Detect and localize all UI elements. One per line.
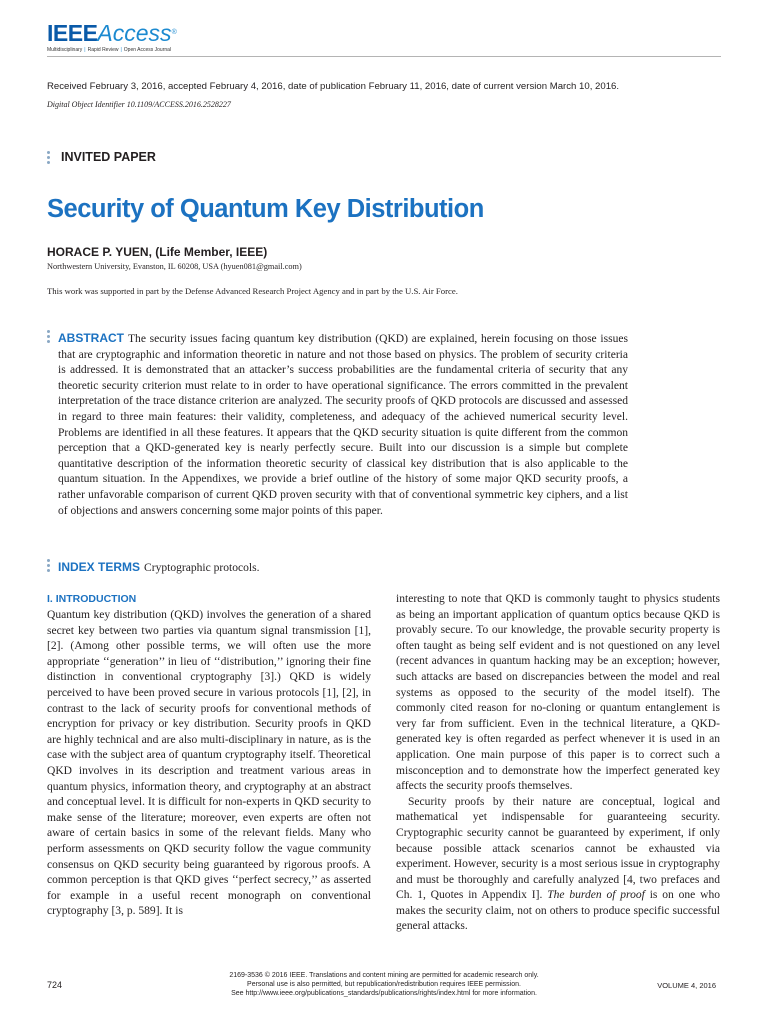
abstract-label: ABSTRACT (58, 331, 124, 345)
paper-title: Security of Quantum Key Distribution (47, 195, 484, 223)
copyright-notice: 2169-3536 © 2016 IEEE. Translations and content mining are permitted for academic research only. Personal use is also permitted, but republication/redistribution requires IEEE permission. See http://www.ieee.org/publications_standards/publications/rights/index.html for more information. (229, 972, 539, 997)
page-number: 724 (47, 980, 63, 990)
journal-tagline: Multidisciplinary | Rapid Review | Open Access Journal (47, 47, 172, 53)
abstract (58, 331, 628, 519)
logo-access: Access (97, 20, 172, 46)
logo-ieee: IEEE (47, 20, 98, 46)
tagline-item: Multidisciplinary (47, 47, 83, 53)
section-dots-icon (47, 151, 50, 166)
body-column-right (396, 592, 720, 935)
section-heading: I. INTRODUCTION (47, 593, 137, 605)
tagline-item: Rapid Review (87, 47, 119, 53)
logo-trademark: ® (171, 29, 177, 36)
paper-type: INVITED PAPER (61, 150, 156, 164)
body-paragraph: Quantum key distribution (QKD) involves the generation of a shared secret key between two parties via quantum signal transmission [1], [2]. (Among other possible terms, we will often use the more appropriate ‘‘generation’’ in lieu of ‘‘distribution,’’ ignoring their fine distinction in conventional cryptography [3].) QKD is widely perceived to have been proved secure in various protocols [1], [2], in contrast to the lack of security proofs for conventional methods of encryption for privacy or key distribution. Security proofs in QKD are highly technical and are also multi-disciplinary in nature, as is the case with the subject area of quantum cryptography itself. Theoretical QKD involves in its description and treatment various areas in quantum physics, information theory, and cryptography at an abstract and conceptual level. It is difficult for non-experts in QKD security to make sense of the literature; moreover, even experts are often not aware of certain basics in some of the relevant fields. Many who perform assessments on QKD security follow the vague community consensus on QKD security being guaranteed by rigorous proofs. A common perception is that QKD gives ‘‘perfect secrecy,’’ as asserted for example in a useful recent monograph on conventional cryptography [3, p. 589]. It is (47, 609, 371, 918)
body-paragraph: Security proofs by their nature are conceptual, logical and mathematical yet indispensable for guaranteeing security. Cryptographic security cannot be guaranteed by experiment, if only because possible attack scenarios cannot be exhausted via experiment. However, security is a most serious issue in cryptography and must be thoroughly and carefully analyzed [4, two prefaces and Ch. 1, Quotes in Appendix I]. The burden of proof is on one who makes the security claim, not on others to produce specific successful general attacks. (396, 795, 721, 933)
body-column-left (47, 608, 371, 920)
volume-label: VOLUME 4, 2016 (657, 981, 716, 990)
journal-logo (47, 20, 177, 46)
doi-line: Digital Object Identifier 10.1109/ACCESS.2016.2528227 (47, 100, 231, 109)
abstract-text: The security issues facing quantum key distribution (QKD) are explained, herein focusing on those issues that are cryptographic and information theoretic in nature and not those based on physics. The problem of security criteria is addressed. It is demonstrated that an attacker’s success probabilities are the fundamental criteria of security that any theoretic security criterion must relate to in order to have operational significance. The errors committed in the prevalent interpretation of the trace distance criterion are analyzed. The security proofs of QKD protocols are discussed and assessed in regard to three main features: their validity, completeness, and adequacy of the achieved numerical security level. Problems are identified in all these features. It appears that the QKD security situation is quite different from the common perception that a QKD-generated key is nearly perfectly secure. Built into our discussion is a simple but complete quantitative description of the information theoretic security of classical key distribution that is also applicable to the quantum situation. In the Appendixes, we provide a brief outline of the history of some major QKD security proofs, a rather unfavorable comparison of current QKD proven security with that of conventional symmetric key ciphers, and a list of objections and answers concerning some major points of this paper. (58, 333, 628, 517)
header-rule (47, 56, 721, 57)
author-affiliation: Northwestern University, Evanston, IL 60208, USA (hyuen081@gmail.com) (47, 262, 302, 271)
emphasis-text: The burden of proof (547, 889, 645, 902)
funding-note: This work was supported in part by the Defense Advanced Research Project Agency and in part by the U.S. Air Force. (47, 286, 458, 296)
body-paragraph: interesting to note that QKD is commonly taught to physics students as being an important application of quantum optics because QKD is provably secure. To our knowledge, the provable security property is often taught as being self evident and is not questioned on any level (recent advances in quantum hacking may be an exception; however, such attacks are based on discrepancies between the model and real systems as opposed to the security of the model itself). The commonly cited reason for no-cloning or quantum entanglement is very far from sufficient. Even in the technical literature, a QKD-generated key is often regarded as perfect whenever it is used in an application. One main purpose of this paper is to correct such a misconception and to demonstrate how the imperfect generated key affects the security proofs themselves. (396, 593, 720, 793)
received-dates: Received February 3, 2016, accepted February 4, 2016, date of publication February 11, 2016, date of current version March 10, 2016. (47, 81, 620, 92)
author-name: HORACE P. YUEN, (Life Member, IEEE) (47, 245, 268, 259)
index-terms-label: INDEX TERMS (58, 560, 141, 574)
index-dots-icon (47, 559, 50, 574)
index-terms-text: Cryptographic protocols. (144, 562, 260, 574)
abstract-dots-icon (47, 330, 50, 345)
tagline-item: Open Access Journal (123, 47, 172, 53)
index-terms (58, 560, 259, 574)
